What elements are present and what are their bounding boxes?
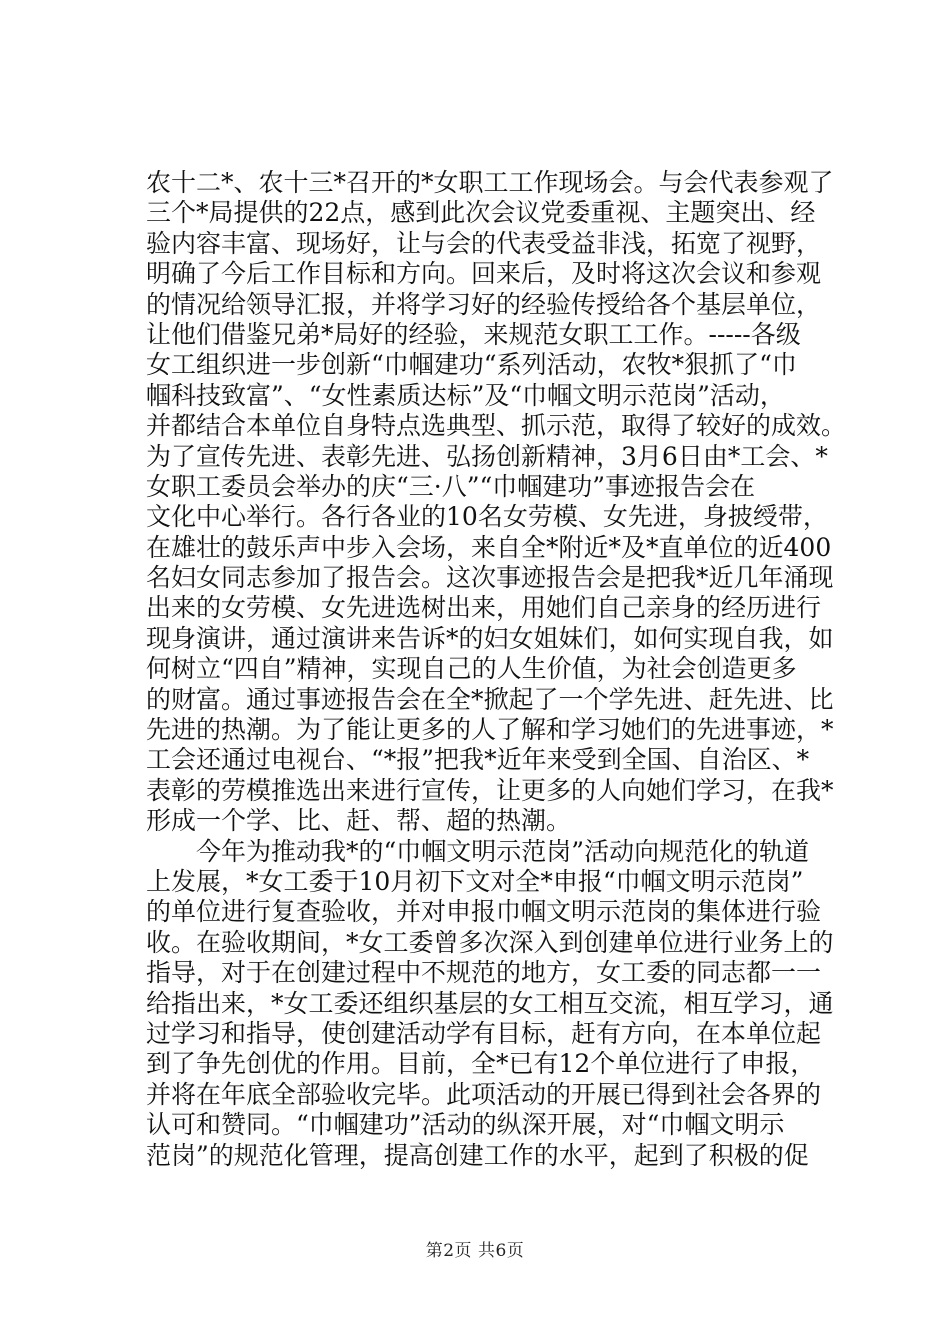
text-line: 工会还通过电视台、“*报”把我*近年来受到全国、自治区、* <box>146 745 810 775</box>
text-line: 认可和赞同。“巾帼建功”活动的纵深开展，对“巾帼文明示 <box>146 1110 785 1140</box>
text-line: 出来的女劳模、女先进选树出来，用她们自己亲身的经历进行 <box>146 593 822 623</box>
text-line: 表彰的劳模推选出来进行宣传，让更多的人向她们学习，在我* <box>146 775 834 805</box>
text-line: 名妇女同志参加了报告会。这次事迹报告会是把我*近几年涌现 <box>146 563 834 593</box>
text-line: 收。在验收期间，*女工委曾多次深入到创建单位进行业务上的 <box>146 927 834 957</box>
text-line: 女工组织进一步创新“巾帼建功“系列活动，农牧*狠抓了“巾 <box>146 350 797 380</box>
text-line: 今年为推动我*的“巾帼文明示范岗”活动向规范化的轨道 <box>146 836 810 866</box>
text-line: 在雄壮的鼓乐声中步入会场，来自全*附近*及*直单位的近400 <box>146 532 832 562</box>
text-line: 现身演讲，通过演讲来告诉*的妇女姐妹们，如何实现自我，如 <box>146 623 834 653</box>
text-line: 到了争先创优的作用。目前，全*已有12个单位进行了申报， <box>146 1049 816 1079</box>
text-line: 让他们借鉴兄弟*局好的经验，来规范女职工工作。-----各级 <box>146 319 801 349</box>
text-line: 验内容丰富、现场好，让与会的代表受益非浅，拓宽了视野， <box>146 228 822 258</box>
text-line: 为了宣传先进、表彰先进、弘扬创新精神，3月6日由*工会、* <box>146 441 828 471</box>
text-line: 女职工委员会举办的庆“三·八”“巾帼建功”事迹报告会在 <box>146 471 756 501</box>
text-line: 形成一个学、比、赶、帮、超的热潮。 <box>146 806 572 836</box>
text-line: 的情况给领导汇报，并将学习好的经验传授给各个基层单位， <box>146 289 822 319</box>
text-line: 明确了今后工作目标和方向。回来后，及时将这次会议和参观 <box>146 259 822 289</box>
text-line: 上发展，*女工委于10月初下文对全*申报“巾帼文明示范岗” <box>146 866 804 896</box>
page-footer: 第2页 共6页 <box>425 1241 525 1261</box>
text-line: 三个*局提供的22点，感到此次会议党委重视、主题突出、经 <box>146 198 816 228</box>
text-line: 过学习和指导，使创建活动学有目标，赶有方向，在本单位起 <box>146 1018 822 1048</box>
text-line: 农十二*、农十三*召开的*女职工工作现场会。与会代表参观了 <box>146 168 834 197</box>
text-line: 并都结合本单位自身特点选典型、抓示范，取得了较好的成效。 <box>146 411 847 441</box>
body-text <box>146 168 846 1171</box>
text-line: 范岗”的规范化管理，提高创建工作的水平，起到了积极的促 <box>146 1140 809 1170</box>
text-line: 的单位进行复查验收，并对申报巾帼文明示范岗的集体进行验 <box>146 897 822 927</box>
text-line: 的财富。通过事迹报告会在全*掀起了一个学先进、赶先进、比 <box>146 684 834 714</box>
text-line: 何树立“四自”精神，实现自己的人生价值，为社会创造更多 <box>146 654 797 684</box>
text-line: 文化中心举行。各行各业的10名女劳模、女先进，身披绶带， <box>146 502 828 532</box>
text-line: 给指出来，*女工委还组织基层的女工相互交流，相互学习，通 <box>146 988 834 1018</box>
text-line: 帼科技致富”、“女性素质达标”及“巾帼文明示范岗”活动， <box>146 380 785 410</box>
text-line: 指导，对于在创建过程中不规范的地方，女工委的同志都一一 <box>146 958 822 988</box>
text-line: 并将在年底全部验收完毕。此项活动的开展已得到社会各界的 <box>146 1079 822 1109</box>
text-line: 先进的热潮。为了能让更多的人了解和学习她们的先进事迹，* <box>146 715 834 745</box>
